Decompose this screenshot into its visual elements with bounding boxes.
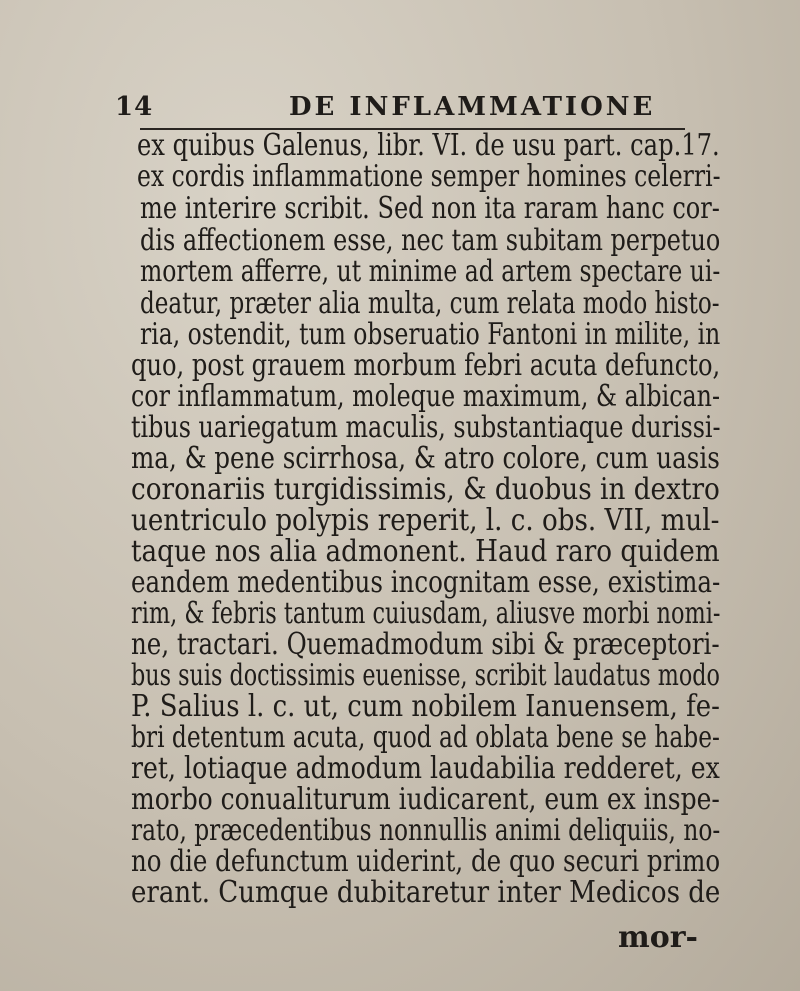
text-line: ne, tractari. Quemadmodum sibi & præceptori- — [131, 627, 720, 662]
text-line: morbo conualiturum iudicarent, eum ex inspe- — [131, 782, 720, 817]
text-line: ria, ostendit, tum obseruatio Fantoni in milite, in — [140, 317, 721, 352]
text-line: tibus uariegatum maculis, substantiaque durissi- — [131, 410, 721, 445]
text-line: ex quibus Galenus, libr. VI. de usu part. cap.17. — [137, 128, 720, 163]
text-line: deatur, præter alia multa, cum relata modo histo- — [140, 286, 720, 321]
text-line: cor inflammatum, moleque maximum, & albican- — [131, 379, 721, 414]
text-line: ex cordis inflammatione semper homines celerri- — [137, 159, 721, 194]
text-line: mortem afferre, ut minime ad artem spectare ui- — [140, 254, 721, 289]
page-number: 14 — [115, 92, 154, 122]
text-line: rim, & febris tantum cuiusdam, aliusve morbi nomi- — [131, 596, 721, 631]
text-line: me interire scribit. Sed non ita raram hanc cor- — [140, 191, 720, 226]
catchword: mor- — [618, 920, 699, 955]
text-line: erant. Cumque dubitaretur inter Medicos de — [131, 875, 721, 910]
text-line: bri detentum acuta, quod ad oblata bene se habe- — [131, 720, 720, 755]
text-line: no die defunctum uiderint, de quo securi primo — [131, 844, 721, 879]
text-line: eandem medentibus incognitam esse, existima- — [131, 565, 721, 600]
text-line: ma, & pene scirrhosa, & atro colore, cum uasis — [131, 441, 720, 476]
text-line: rato, præcedentibus nonnullis animi deliquiis, no- — [131, 813, 721, 848]
text-line: dis affectionem esse, nec tam subitam perpetuo — [140, 223, 721, 258]
text-line: P. Salius l. c. ut, cum nobilem Ianuensem, fe- — [131, 689, 720, 724]
text-line: ret, lotiaque admodum laudabilia redderet, ex — [131, 751, 720, 786]
text-line: quo, post grauem morbum febri acuta defuncto, — [131, 348, 721, 383]
text-line: uentriculo polypis reperit, l. c. obs. VII, mul- — [131, 503, 720, 538]
text-line: taque nos alia admonent. Haud raro quidem — [131, 534, 720, 569]
text-line: coronariis turgidissimis, & duobus in dextro — [131, 472, 720, 507]
running-head: DE INFLAMMATIONE — [289, 92, 656, 122]
text-line: bus suis doctissimis euenisse, scribit laudatus modo — [131, 658, 720, 693]
